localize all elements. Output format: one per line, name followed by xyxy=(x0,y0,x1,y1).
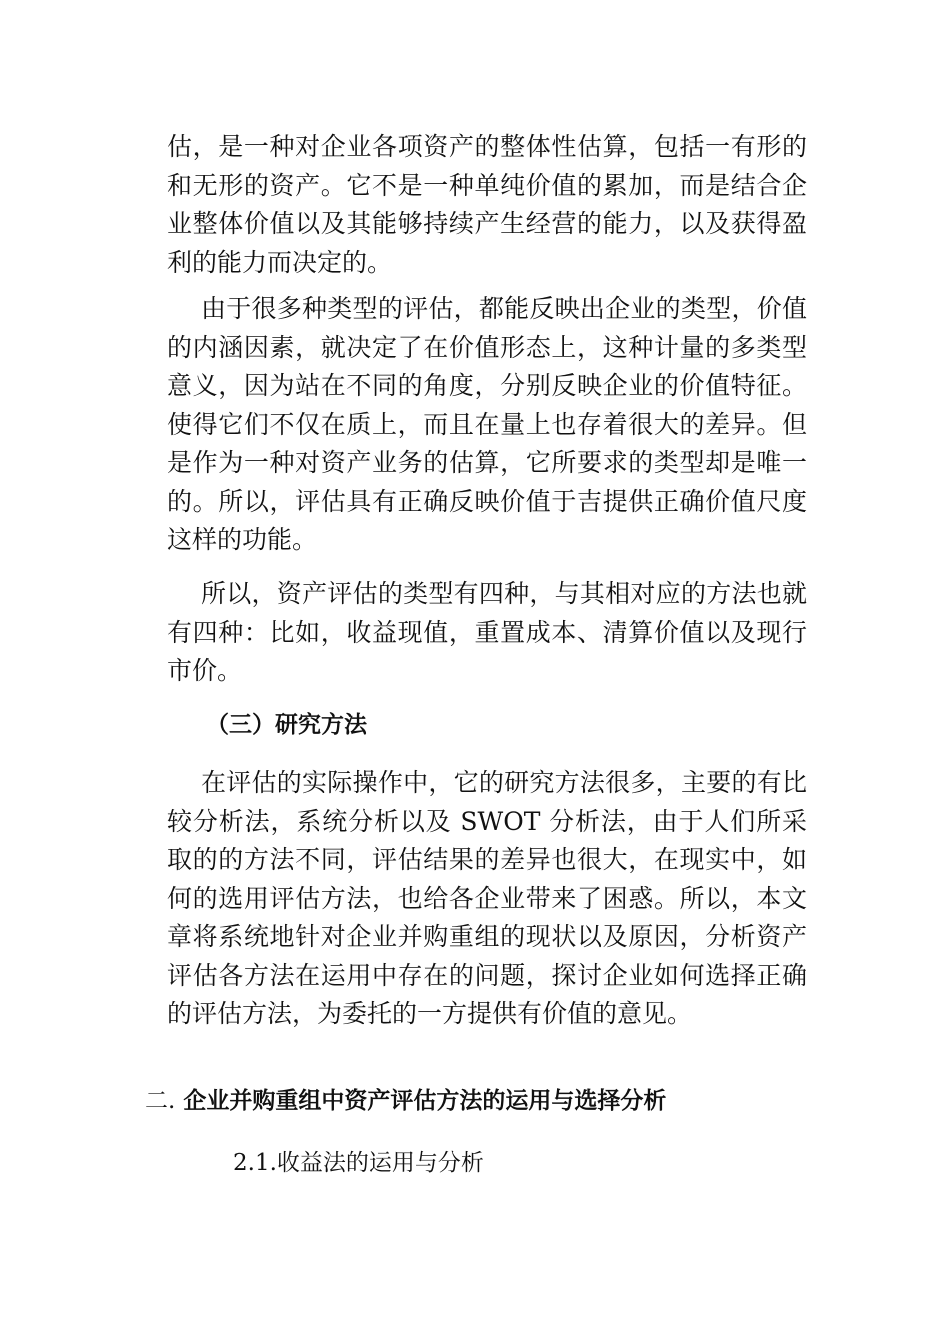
body-paragraph: 在评估的实际操作中，它的研究方法很多，主要的有比较分析法，系统分析以及 SWOT 分析法，由于人们所采取的的方法不同，评估结果的差异也很大，在现实中，如何的选用评估方法，也给各企业带来了困惑。所以，本文章将系统地针对企业并购重组的现状以及原因，分析资产评估各方法在运用中存在的问题，探讨企业如何选择正确的评估方法，为委托的一方提供有价值的意见。 xyxy=(167,768,807,1028)
section-heading xyxy=(145,1086,666,1116)
subsection-title: 收益法的运用与分析 xyxy=(276,1150,484,1176)
subsection-heading: （三）研究方法 xyxy=(206,712,367,738)
body-paragraph: 所以，资产评估的类型有四种，与其相对应的方法也就有四种：比如，收益现值，重置成本、清算价值以及现行市价。 xyxy=(167,579,807,685)
section-number: 二. xyxy=(145,1088,176,1114)
subsection-number: 2.1. xyxy=(233,1150,277,1176)
subsection-heading xyxy=(233,1148,484,1178)
body-paragraph: 由于很多种类型的评估，都能反映出企业的类型，价值的内涵因素，就决定了在价值形态上，这种计量的多类型意义，因为站在不同的角度，分别反映企业的价值特征。使得它们不仅在质上，而且在量上也存着很大的差异。但是作为一种对资产业务的估算，它所要求的类型却是唯一的。所以，评估具有正确反映价值于吉提供正确价值尺度这样的功能。 xyxy=(167,294,807,554)
body-paragraph: 估，是一种对企业各项资产的整体性估算，包括一有形的和无形的资产。它不是一种单纯价值的累加，而是结合企业整体价值以及其能够持续产生经营的能力，以及获得盈利的能力而决定的。 xyxy=(167,132,807,277)
section-title: 企业并购重组中资产评估方法的运用与选择分析 xyxy=(183,1088,667,1114)
